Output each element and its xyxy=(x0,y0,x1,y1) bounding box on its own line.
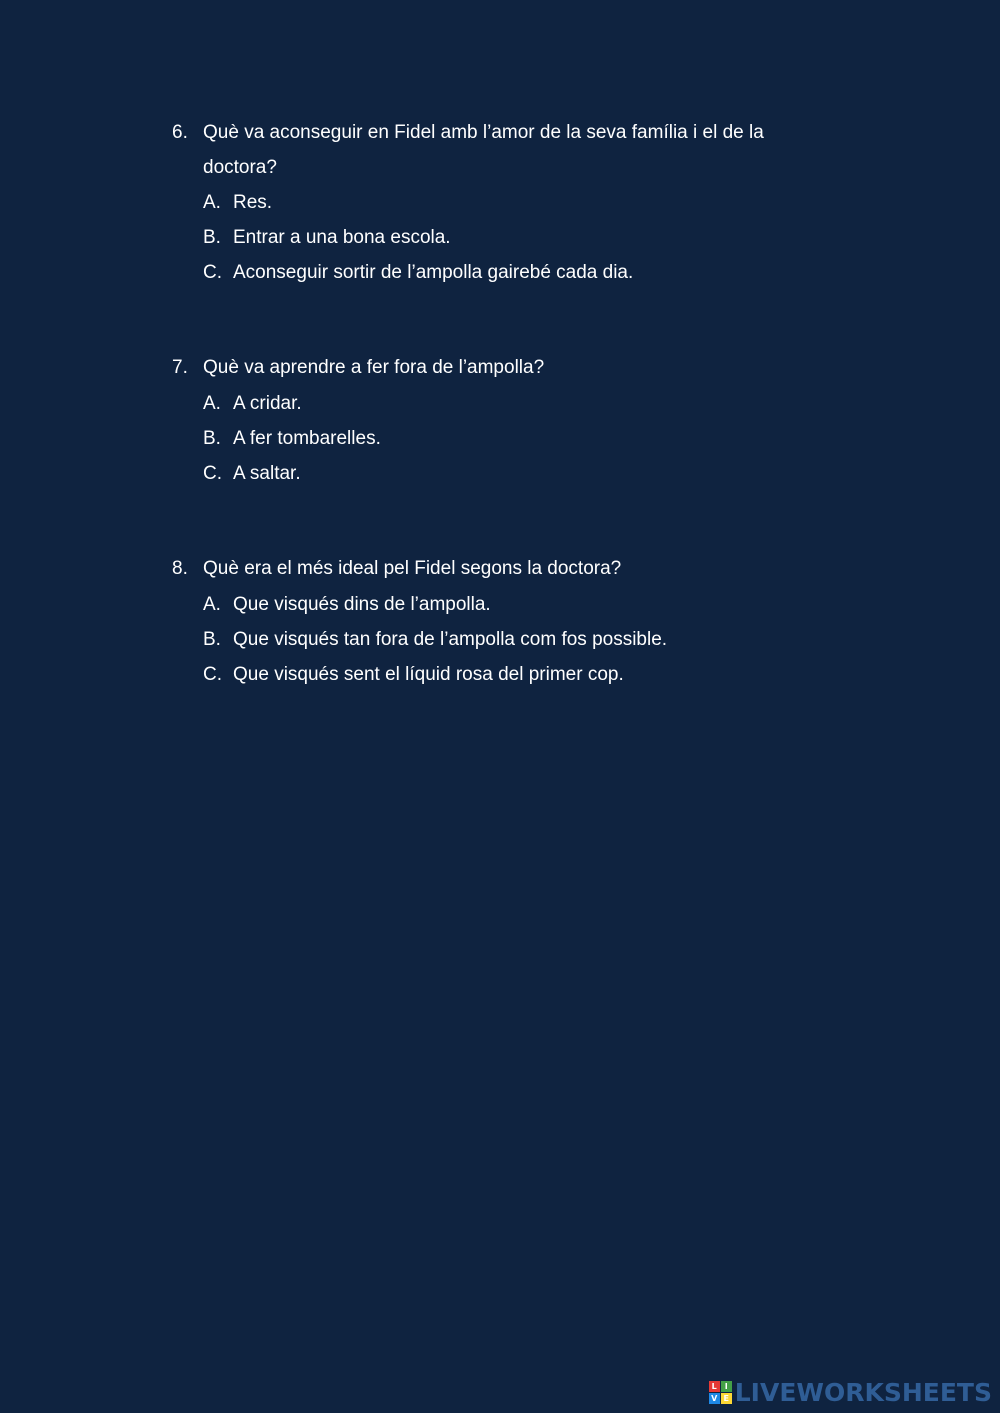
question-7-row xyxy=(172,351,812,386)
option-text: A fer tombarelles. xyxy=(233,427,381,449)
option-text: Que visqués tan fora de l’ampolla com fos possible. xyxy=(233,628,668,650)
option-a[interactable] xyxy=(172,587,812,622)
logo-letter-e: E xyxy=(721,1393,732,1404)
option-b[interactable] xyxy=(172,220,812,255)
option-letter: A. xyxy=(203,192,221,213)
question-8-row xyxy=(172,552,812,587)
question-number: 6. xyxy=(172,122,188,143)
question-8 xyxy=(172,552,812,692)
option-letter: C. xyxy=(203,663,222,685)
option-c[interactable] xyxy=(172,657,812,692)
question-7 xyxy=(172,351,812,491)
option-text: Que visqués sent el líquid rosa del primer cop. xyxy=(233,663,624,685)
option-letter: B. xyxy=(203,628,221,650)
question-6 xyxy=(172,116,812,290)
logo-letter-v: V xyxy=(709,1393,720,1404)
question-number: 8. xyxy=(172,558,188,579)
option-letter: C. xyxy=(203,262,222,283)
option-letter: C. xyxy=(203,462,222,484)
option-a[interactable] xyxy=(172,386,812,421)
liveworksheets-logo-icon xyxy=(709,1381,732,1404)
liveworksheets-watermark xyxy=(709,1378,992,1407)
option-b[interactable] xyxy=(172,421,812,456)
question-6-row xyxy=(172,116,812,185)
option-letter: B. xyxy=(203,427,221,449)
option-text: Res. xyxy=(233,192,273,213)
question-text: Què va aconseguir en Fidel amb l’amor de la seva família i el de la doctora? xyxy=(203,122,764,178)
question-text: Què va aprendre a fer fora de l’ampolla? xyxy=(203,357,545,378)
option-c[interactable] xyxy=(172,255,812,290)
option-letter: A. xyxy=(203,593,221,615)
logo-letter-l: L xyxy=(709,1381,720,1392)
option-text: A cridar. xyxy=(233,392,302,414)
option-c[interactable] xyxy=(172,456,812,491)
question-number: 7. xyxy=(172,357,188,378)
option-letter: B. xyxy=(203,227,221,248)
option-a[interactable] xyxy=(172,185,812,220)
option-b[interactable] xyxy=(172,622,812,657)
option-text: Que visqués dins de l’ampolla. xyxy=(233,593,491,615)
option-text: A saltar. xyxy=(233,462,301,484)
logo-letter-i: I xyxy=(721,1381,732,1392)
option-text: Entrar a una bona escola. xyxy=(233,227,451,248)
option-text: Aconseguir sortir de l’ampolla gairebé cada dia. xyxy=(233,262,634,283)
question-text: Què era el més ideal pel Fidel segons la doctora? xyxy=(203,558,622,579)
watermark-text: LIVEWORKSHEETS xyxy=(734,1378,992,1407)
option-letter: A. xyxy=(203,392,221,414)
